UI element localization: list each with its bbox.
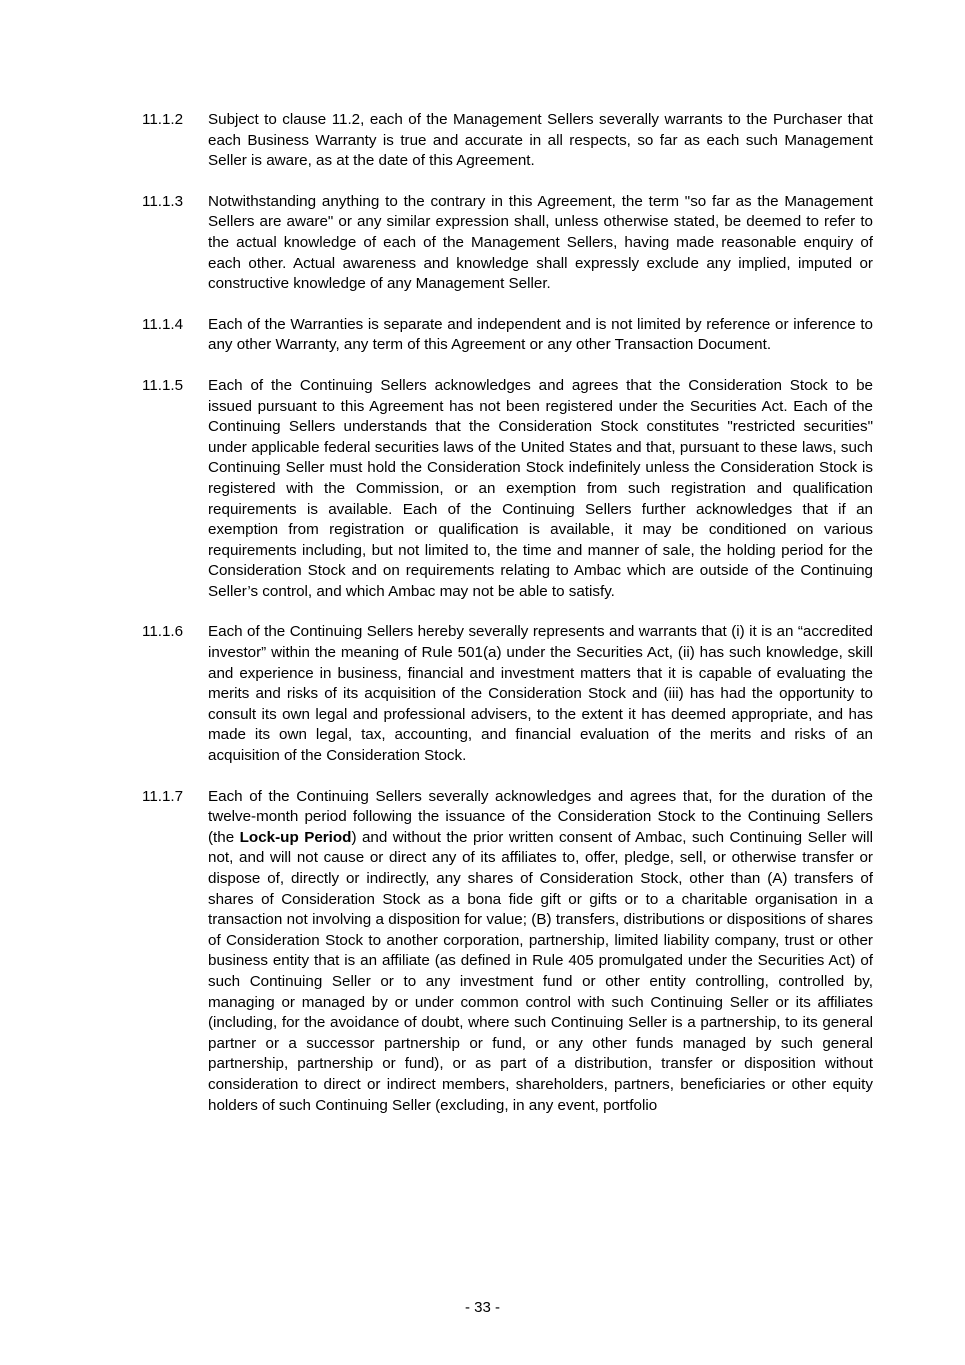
clause-number: 11.1.5 <box>142 376 184 394</box>
clause-number: 11.1.6 <box>142 623 184 641</box>
clause-text-part: ) and without the prior written consent of Ambac, such Continuing Seller will not, and will not cause or direct any of its affiliates to, offer, pledge, sell, or otherwise transfer or dispose of, directly or indirectly, any shares of Consideration Stock, other than (A) transfers of shares of Consideration Stock as a bona fide gift or gifts or to a charitable organisation in a transaction not involving a disposition for value; (B) transfers, distributions or dispositions of shares of Consideration Stock to another corporation, partnership, limited liability company, trust or other business entity that is an affiliate (as defined in Rule 405 promulgated under the Securities Act) of such Continuing Seller or to any investment fund or other entity controlling, controlled by, managing or managed by or under common control with such Continuing Seller or its affiliates (including, for the avoidance of doubt, where such Continuing Seller is a partnership, to its general partner or a successor partnership or fund, or any other funds managed by such general partnership, partnership or fund), or as part of a distribution, transfer or disposition without consideration to direct or indirect members, shareholders, partners, beneficiaries or other equity holders of such Continuing Seller (excluding, in any event, portfolio <box>208 828 873 1114</box>
clause-11-1-7 <box>142 787 873 1117</box>
clause-text: Subject to clause 11.2, each of the Management Sellers severally warrants to the Purchaser that each Business Warranty is true and accurate in all respects, so far as each such Management Seller is aware, as at the date of this Agreement. <box>208 111 873 170</box>
clause-11-1-5 <box>142 376 873 603</box>
clause-number: 11.1.4 <box>142 315 184 333</box>
clause-11-1-3 <box>142 192 873 295</box>
clause-text <box>208 787 873 1117</box>
page-number: - 33 - <box>464 1299 500 1316</box>
clause-text: Each of the Continuing Sellers acknowledges and agrees that the Consideration Stock to be issued pursuant to this Agreement has not been registered under the Securities Act. Each of the Continuing Sellers understands that the Consideration Stock constitutes "restricted securities" under applicable federal securities laws of the United States and that, pursuant to these laws, such Continuing Seller must hold the Consideration Stock indefinitely unless the Consideration Stock is registered with the Commission, or an exemption from such registration and qualification requirements is available. Each of the Continuing Sellers further acknowledges that if an exemption from registration or qualification is available, it may be conditioned on various requirements including, but not limited to, the time and manner of sale, the holding period for the Consideration Stock and on requirements relating to Ambac which are outside of the Continuing Seller’s control, and which Ambac may not be able to satisfy. <box>208 376 873 600</box>
clause-number: 11.1.2 <box>142 111 184 128</box>
clause-number: 11.1.7 <box>142 787 184 805</box>
clause-text: Notwithstanding anything to the contrary in this Agreement, the term "so far as the Management Sellers are aware" or any similar expression shall, unless otherwise stated, be deemed to refer to the actual knowledge of each of the Management Sellers, having made reasonable enquiry of each other. Actual awareness and knowledge shall expressly exclude any implied, imputed or constructive knowledge of any Management Seller. <box>208 192 873 293</box>
clause-11-1-6 <box>142 622 873 766</box>
clause-number: 11.1.3 <box>142 192 184 210</box>
clause-text: Each of the Continuing Sellers hereby severally represents and warrants that (i) it is an “accredited investor” within the meaning of Rule 501(a) under the Securities Act, (ii) has such knowledge, skill and experience in business, financial and investment matters that it is capable of evaluating the merits and risks of its acquisition of the Consideration Stock and (iii) has had the opportunity to consult its own legal and professional advisers, to the extent it has deemed appropriate, and has made its own legal, tax, accounting, and financial evaluation of the merits and risks of an acquisition of the Consideration Stock. <box>208 623 873 765</box>
clause-text: Each of the Warranties is separate and independent and is not limited by reference or inference to any other Warranty, any term of this Agreement or any other Transaction Document. <box>208 315 873 354</box>
clause-11-1-4 <box>142 315 873 356</box>
clause-text-part: Each of the Continuing Sellers severally acknowledges and agrees that, for the duration of the twelve-month period following the issuance of the Consideration Stock to the Continuing Sellers (the <box>208 787 873 846</box>
defined-term-lockup-period: Lock-up Period <box>239 828 352 846</box>
clause-11-1-2 <box>142 110 873 172</box>
